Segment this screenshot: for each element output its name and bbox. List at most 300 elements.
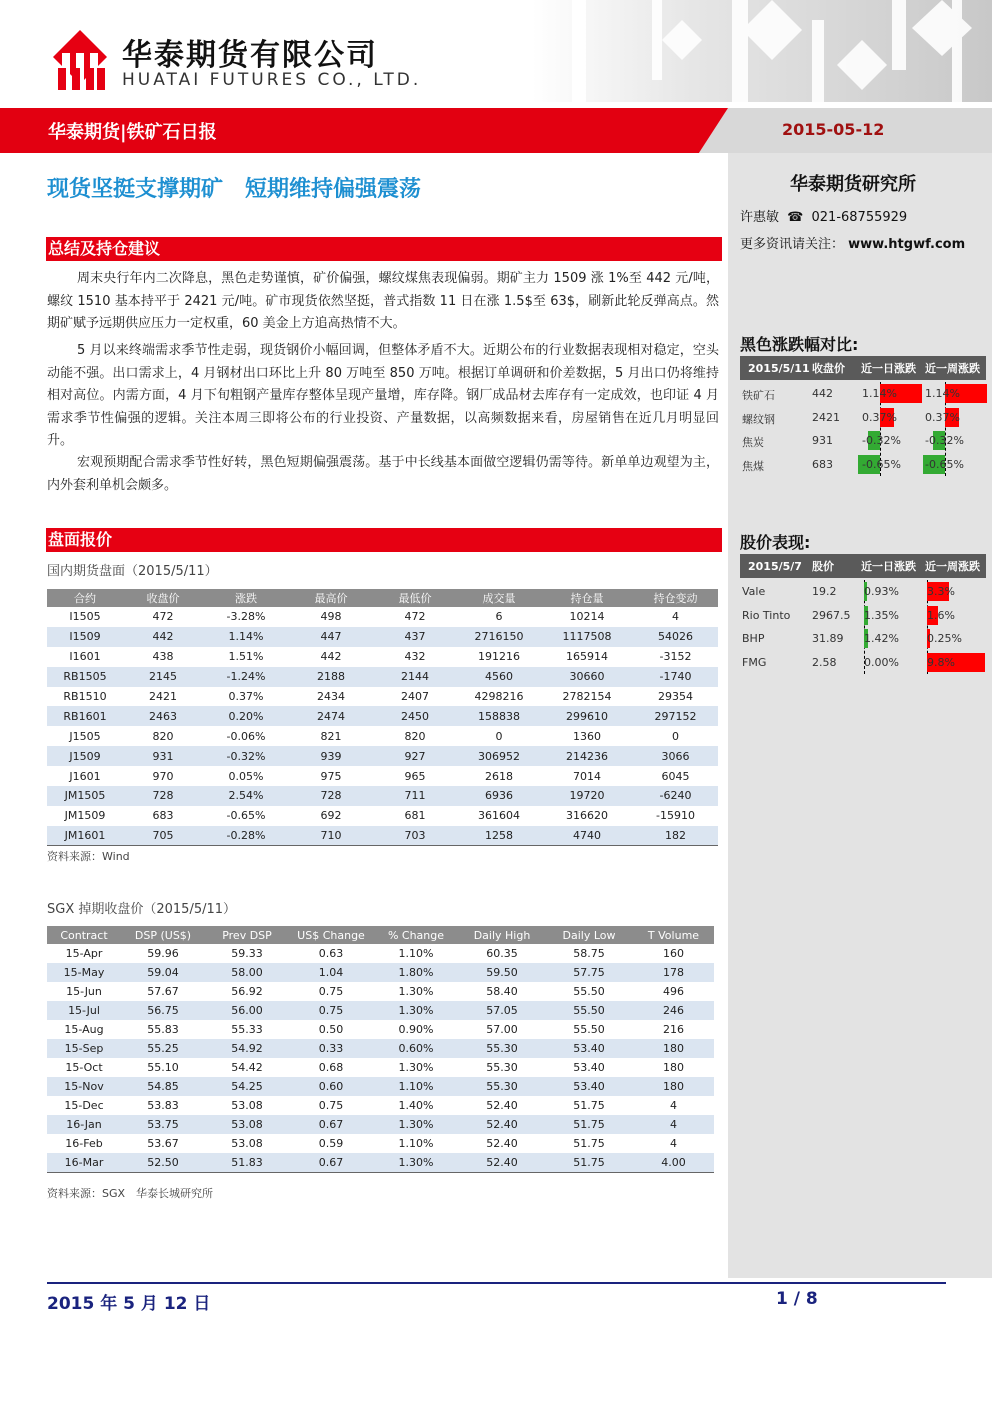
- domestic-cell: 2716150: [457, 627, 541, 647]
- domestic-row: [47, 826, 718, 846]
- domestic-cell: 361604: [478, 809, 520, 823]
- black-row-close: 931: [812, 434, 833, 447]
- sgx-header-cell: Daily Low: [545, 926, 633, 944]
- domestic-cell: 306952: [457, 746, 541, 766]
- stock-row-w1: 0.25%: [927, 632, 962, 645]
- sgx-header-cell: DSP (US$): [121, 926, 205, 944]
- stock-row-name: BHP: [742, 632, 765, 645]
- black-header-date: 2015/5/11: [748, 361, 810, 375]
- stock-row: [740, 604, 986, 628]
- summary-paragraph-2: 5 月以来终端需求季节性走弱，现货钢价小幅回调，但整体矛盾不大。近期公布的行业数据表现相对稳定，空头动能不强。出口需求上，4 月钢材出口环比上升 80 万吨至 850 万吨。根据订单调研和价差数据，5 月出口仍将维持相对高位。内需方面，4 月下旬粗钢产量库存整体呈现产量增，库存降。钢厂成品材去库存有一定成效，也印证 4 月需求季节性偏强的逻辑。关注本周三即将公布的行业投资、产量数据，以高频数据来看，房屋销售在近几月明显回升。: [47, 343, 719, 448]
- website-link[interactable]: www.htgwf.com: [848, 237, 966, 252]
- domestic-cell: 316620: [566, 809, 608, 823]
- sgx-cell: 53.40: [545, 1039, 633, 1058]
- sgx-cell: 0.60: [289, 1077, 373, 1096]
- domestic-row: [47, 647, 718, 667]
- sgx-cell: 53.40: [573, 1061, 605, 1074]
- black-row: [740, 429, 986, 453]
- sgx-cell: 15-Apr: [65, 947, 103, 960]
- sgx-cell: 54.42: [231, 1061, 263, 1074]
- domestic-cell: 6936: [457, 786, 541, 806]
- sgx-cell: 51.83: [205, 1153, 289, 1172]
- stock-header-price: 股价: [812, 560, 834, 573]
- domestic-cell: -0.65%: [226, 809, 266, 823]
- black-header-w1: 近一周涨跌: [925, 362, 980, 375]
- sgx-cell: 52.50: [121, 1153, 205, 1172]
- domestic-row: [47, 746, 718, 766]
- sgx-cell: 51.75: [573, 1137, 605, 1150]
- domestic-cell: 2474: [289, 706, 373, 726]
- sgx-cell: 51.75: [573, 1099, 605, 1112]
- domestic-cell: 820: [152, 729, 174, 743]
- domestic-cell: JM1509: [64, 809, 106, 823]
- domestic-cell: 437: [373, 627, 457, 647]
- domestic-cell: 705: [123, 826, 203, 846]
- sgx-cell: 55.83: [147, 1023, 179, 1036]
- black-row-name: 焦炭: [742, 436, 764, 449]
- stock-row-name: FMG: [742, 655, 767, 669]
- sgx-cell: 0.75: [318, 985, 344, 998]
- black-row-d1: 0.37%: [862, 410, 897, 424]
- header-pattern: [532, 0, 992, 102]
- sgx-cell: 4: [633, 1115, 714, 1134]
- domestic-cell: -1740: [633, 667, 718, 687]
- sgx-cell: 1.30%: [398, 1061, 434, 1074]
- domestic-cell: 442: [320, 650, 342, 664]
- sgx-cell: 57.67: [147, 985, 179, 998]
- domestic-cell: 4: [672, 610, 679, 624]
- sgx-cell: 1.30%: [373, 1001, 459, 1020]
- sgx-cell: 0.75: [318, 1099, 344, 1112]
- domestic-cell: -6240: [633, 786, 718, 806]
- footer-date: 2015 年 5 月 12 日: [47, 1294, 211, 1314]
- domestic-header-cell: 涨跌: [203, 589, 289, 607]
- sgx-cell: 59.33: [231, 947, 263, 960]
- stock-row-name: Rio Tinto: [742, 608, 791, 622]
- sgx-cell: 178: [633, 963, 714, 982]
- sgx-cell: 54.25: [205, 1077, 289, 1096]
- domestic-cell: 297152: [633, 706, 718, 726]
- sgx-cell: 16-Mar: [47, 1153, 121, 1172]
- sgx-cell: 57.05: [459, 1001, 545, 1020]
- black-header-d1: 近一日涨跌: [861, 362, 916, 375]
- summary-paragraph-1: 周末央行年内二次降息，黑色走势谨慎，矿价偏强，螺纹煤焦表现偏弱。期矿主力 1509 涨 1%至 442 元/吨，螺纹 1510 基本持平于 2421 元/吨。矿市现货依然坚挺，普式指数 11 日在涨 1.5$至 63$，刷新此轮反弹高点。然期矿赋予远期供应压力一定权重，60 美金上方追高热情不大。: [47, 271, 719, 331]
- black-row-w1: 1.14%: [925, 387, 960, 400]
- domestic-cell: 2.54%: [203, 786, 289, 806]
- sgx-cell: 1.10%: [373, 1077, 459, 1096]
- domestic-cell: JM1601: [47, 826, 123, 846]
- sgx-cell: 60.35: [486, 947, 518, 960]
- sgx-header-cell: % Change: [373, 926, 459, 944]
- stock-row: [740, 580, 986, 604]
- sgx-cell: 15-Aug: [64, 1023, 104, 1036]
- domestic-cell: 692: [320, 809, 342, 823]
- sgx-cell: 1.30%: [398, 985, 434, 998]
- sgx-cell: 59.96: [147, 947, 179, 960]
- domestic-cell: 2463: [123, 706, 203, 726]
- stock-row-w1: 9.8%: [927, 655, 955, 669]
- sgx-cell: 57.00: [486, 1023, 518, 1036]
- more-info-line: [740, 233, 965, 252]
- domestic-cell: 0: [672, 729, 679, 743]
- domestic-cell: 4560: [457, 667, 541, 687]
- domestic-cell: 2144: [373, 667, 457, 687]
- domestic-cell: 1.14%: [203, 627, 289, 647]
- summary-paragraph-3: 宏观预期配合需求季节性好转，黑色短期偏强震荡。基于中长线基本面做空逻辑仍需等待。新单单边观望为主，内外套利单机会颇多。: [47, 455, 719, 493]
- sgx-row: [47, 1001, 714, 1020]
- summary-heading: 总结及持仓建议: [46, 237, 722, 261]
- sgx-cell: 59.04: [121, 963, 205, 982]
- sgx-swap-table: [47, 926, 714, 1173]
- domestic-header-cell: 持仓变动: [633, 589, 718, 607]
- domestic-cell: 1360: [573, 729, 601, 743]
- stock-header-date: 2015/5/7: [748, 559, 802, 573]
- black-row-close: 442: [812, 387, 833, 400]
- sgx-cell: 51.75: [545, 1115, 633, 1134]
- black-compare-table: [740, 356, 986, 476]
- sgx-cell: 56.75: [121, 1001, 205, 1020]
- domestic-row: [47, 786, 718, 806]
- black-compare-title: 黑色涨跌幅对比:: [740, 335, 859, 354]
- sgx-cell: 52.40: [459, 1153, 545, 1172]
- domestic-cell: 820: [404, 729, 426, 743]
- sgx-cell: 0.59: [318, 1137, 344, 1150]
- domestic-cell: RB1601: [47, 706, 123, 726]
- sgx-cell: 58.75: [573, 947, 605, 960]
- sgx-cell: 53.40: [545, 1077, 633, 1096]
- sgx-cell: 0.90%: [398, 1023, 434, 1036]
- domestic-header-cell: 合约: [47, 589, 123, 607]
- stock-row-price: 31.89: [812, 632, 844, 645]
- sgx-cell: 0.67: [289, 1115, 373, 1134]
- domestic-cell: J1601: [69, 769, 101, 783]
- sgx-caption: SGX 掉期收盘价（2015/5/11）: [47, 902, 237, 917]
- domestic-cell: 683: [152, 809, 174, 823]
- domestic-cell: 1258: [457, 826, 541, 846]
- sgx-cell: 51.75: [545, 1153, 633, 1172]
- domestic-cell: 2145: [123, 667, 203, 687]
- sgx-header-row: [47, 926, 714, 944]
- company-name-cn: 华泰期货有限公司: [122, 38, 378, 73]
- domestic-cell: 30660: [541, 667, 633, 687]
- sgx-cell: 15-Nov: [47, 1077, 121, 1096]
- domestic-cell: -3.28%: [226, 610, 266, 624]
- stock-row-d1: 1.35%: [864, 608, 899, 622]
- black-row: [740, 382, 986, 406]
- domestic-row: [47, 726, 718, 746]
- sgx-cell: 1.30%: [373, 1153, 459, 1172]
- domestic-cell: RB1505: [47, 667, 123, 687]
- domestic-cell: 498: [320, 610, 342, 624]
- sgx-cell: 55.25: [121, 1039, 205, 1058]
- stock-table: [740, 554, 986, 674]
- domestic-cell: 442: [123, 627, 203, 647]
- sgx-cell: 1.04: [289, 963, 373, 982]
- header-decoration: [532, 0, 992, 102]
- black-row-d1: -0.65%: [862, 457, 901, 471]
- domestic-cell: 931: [123, 746, 203, 766]
- sgx-cell: 57.75: [545, 963, 633, 982]
- domestic-cell: 7014: [573, 769, 601, 783]
- sgx-header-cell: Prev DSP: [205, 926, 289, 944]
- sgx-cell: 52.40: [486, 1099, 518, 1112]
- sgx-row: [47, 1134, 714, 1153]
- domestic-cell: 2407: [401, 690, 429, 703]
- sgx-row: [47, 1153, 714, 1172]
- domestic-cell: I1505: [69, 610, 101, 624]
- domestic-cell: 2188: [289, 667, 373, 687]
- sgx-cell: 0.50: [318, 1023, 344, 1036]
- sgx-header-cell: Contract: [47, 926, 121, 944]
- sgx-header-cell: T Volume: [633, 926, 714, 944]
- company-name-en: HUATAI FUTURES CO., LTD.: [122, 70, 422, 90]
- domestic-cell: 10214: [569, 610, 605, 624]
- analyst-phone: 021-68755929: [811, 210, 908, 225]
- institute-name: 华泰期货研究所: [790, 174, 916, 195]
- sgx-cell: 58.00: [205, 963, 289, 982]
- phone-icon: ☎: [787, 210, 804, 225]
- report-title: 现货坚挺支撑期矿 短期维持偏强震荡: [47, 177, 422, 202]
- domestic-cell: 19720: [541, 786, 633, 806]
- domestic-caption: 国内期货盘面（2015/5/11）: [47, 564, 218, 579]
- black-row-w1: -0.32%: [925, 434, 964, 447]
- domestic-cell: 711: [373, 786, 457, 806]
- sidebar-panel: [728, 153, 992, 1278]
- stock-title: 股价表现:: [740, 533, 811, 552]
- sgx-cell: 58.40: [486, 985, 518, 998]
- domestic-cell: 821: [320, 729, 342, 743]
- sgx-cell: 55.30: [459, 1039, 545, 1058]
- stock-row-d1: 1.42%: [864, 632, 899, 645]
- domestic-cell: 6: [495, 610, 503, 624]
- domestic-cell: 299610: [541, 706, 633, 726]
- domestic-cell: -3152: [659, 650, 692, 664]
- sgx-cell: 15-Sep: [47, 1039, 121, 1058]
- stock-row-d1: 0.00%: [864, 655, 899, 669]
- stock-row-w1: 1.6%: [927, 608, 955, 622]
- domestic-cell: RB1510: [63, 690, 107, 703]
- sgx-cell: 246: [633, 1001, 714, 1020]
- stock-header-w1: 近一周涨跌: [925, 560, 980, 573]
- sgx-cell: 0.67: [289, 1153, 373, 1172]
- sgx-cell: 15-Jun: [66, 985, 102, 998]
- domestic-cell: 728: [123, 786, 203, 806]
- domestic-cell: 703: [373, 826, 457, 846]
- sgx-cell: 53.08: [231, 1137, 263, 1150]
- domestic-cell: 4740: [541, 826, 633, 846]
- domestic-header-cell: 最低价: [373, 589, 457, 607]
- page-number: 1 / 8: [776, 1289, 818, 1309]
- sgx-cell: 15-Jul: [47, 1001, 121, 1020]
- domestic-cell: 472: [152, 610, 174, 624]
- sgx-cell: 55.50: [573, 985, 605, 998]
- domestic-row: [47, 627, 718, 647]
- domestic-cell: -1.24%: [203, 667, 289, 687]
- domestic-cell: -0.06%: [226, 729, 266, 743]
- sgx-cell: 160: [663, 947, 684, 960]
- domestic-cell: 447: [289, 627, 373, 647]
- black-row-name: 铁矿石: [742, 389, 775, 402]
- domestic-cell: I1509: [47, 627, 123, 647]
- domestic-body: [47, 607, 718, 846]
- sgx-cell: 4: [670, 1137, 677, 1150]
- domestic-source: 资料来源：Wind: [47, 850, 130, 863]
- domestic-cell: 182: [633, 826, 718, 846]
- sgx-cell: 55.50: [545, 1001, 633, 1020]
- domestic-cell: 710: [289, 826, 373, 846]
- sgx-cell: 52.40: [486, 1137, 518, 1150]
- domestic-cell: 965: [404, 769, 426, 783]
- domestic-cell: 4298216: [474, 690, 524, 703]
- sgx-cell: 53.08: [231, 1099, 263, 1112]
- sgx-body: [47, 944, 714, 1172]
- sgx-cell: 59.50: [459, 963, 545, 982]
- domestic-cell: 2782154: [562, 690, 612, 703]
- sgx-cell: 55.50: [573, 1023, 605, 1036]
- domestic-row: [47, 766, 718, 786]
- domestic-cell: -0.32%: [203, 746, 289, 766]
- footer-rule: [47, 1282, 946, 1284]
- domestic-cell: 432: [404, 650, 426, 664]
- sgx-row: [47, 963, 714, 982]
- domestic-cell: 29354: [658, 690, 693, 703]
- domestic-cell: J1505: [69, 729, 101, 743]
- sgx-cell: 16-Feb: [65, 1137, 103, 1150]
- sgx-cell: 0.68: [318, 1061, 344, 1074]
- domestic-header-cell: 收盘价: [123, 589, 203, 607]
- black-row-close: 683: [812, 457, 833, 471]
- domestic-cell: 1.51%: [228, 650, 264, 664]
- black-row-name: 焦煤: [742, 459, 764, 473]
- sgx-header-cell: US$ Change: [289, 926, 373, 944]
- black-header-close: 收盘价: [812, 362, 845, 375]
- domestic-futures-table: [47, 589, 718, 846]
- stock-row-w1: 3.3%: [927, 585, 955, 598]
- sgx-cell: 55.33: [231, 1023, 263, 1036]
- stock-row: [740, 651, 986, 675]
- sgx-cell: 56.00: [205, 1001, 289, 1020]
- sgx-cell: 15-May: [47, 963, 121, 982]
- sgx-cell: 1.40%: [398, 1099, 434, 1112]
- stock-row-price: 2.58: [812, 655, 837, 669]
- analyst-name: 许惠敏: [740, 210, 780, 225]
- domestic-cell: 939: [289, 746, 373, 766]
- domestic-cell: -0.28%: [203, 826, 289, 846]
- sgx-header-cell: Daily High: [459, 926, 545, 944]
- sgx-row: [47, 1115, 714, 1134]
- domestic-header-row: [47, 589, 718, 607]
- domestic-header-cell: 成交量: [457, 589, 541, 607]
- domestic-cell: 158838: [457, 706, 541, 726]
- domestic-row: [47, 607, 718, 627]
- stock-header: [740, 554, 986, 578]
- stock-header-d1: 近一日涨跌: [861, 560, 916, 573]
- domestic-header-cell: 最高价: [289, 589, 373, 607]
- black-row-w1: 0.37%: [925, 410, 960, 424]
- sgx-row: [47, 1020, 714, 1039]
- domestic-header-cell: 持仓量: [541, 589, 633, 607]
- black-row-d1: -0.32%: [862, 434, 901, 447]
- sgx-cell: 53.75: [121, 1115, 205, 1134]
- domestic-cell: 0.20%: [203, 706, 289, 726]
- company-logo: [53, 30, 107, 90]
- domestic-cell: 970: [152, 769, 174, 783]
- domestic-cell: I1601: [69, 650, 101, 664]
- sgx-cell: 1.80%: [373, 963, 459, 982]
- sgx-cell: 180: [633, 1039, 714, 1058]
- domestic-cell: 1117508: [541, 627, 633, 647]
- sgx-cell: 54.85: [121, 1077, 205, 1096]
- sgx-cell: 55.10: [147, 1061, 179, 1074]
- sgx-row: [47, 944, 714, 963]
- sgx-row: [47, 1039, 714, 1058]
- domestic-cell: J1509: [47, 746, 123, 766]
- black-row-d1: 1.14%: [862, 387, 897, 400]
- domestic-cell: 975: [320, 769, 342, 783]
- sgx-cell: 55.30: [486, 1061, 518, 1074]
- report-date: 2015-05-12: [782, 120, 885, 139]
- sgx-cell: 53.08: [205, 1115, 289, 1134]
- domestic-cell: 0: [495, 729, 503, 743]
- report-band: [0, 108, 992, 153]
- sgx-cell: 0.33: [289, 1039, 373, 1058]
- sgx-row: [47, 1058, 714, 1077]
- domestic-row: [47, 706, 718, 726]
- black-row-close: 2421: [812, 410, 840, 424]
- sgx-cell: 53.67: [147, 1137, 179, 1150]
- stock-row-price: 19.2: [812, 585, 837, 598]
- domestic-cell: 0.05%: [228, 769, 264, 783]
- stock-row-d1: 0.93%: [864, 585, 899, 598]
- analyst-line: [740, 206, 907, 225]
- domestic-cell: JM1505: [47, 786, 123, 806]
- sgx-cell: 496: [663, 985, 684, 998]
- sgx-row: [47, 982, 714, 1001]
- sgx-cell: 0.75: [289, 1001, 373, 1020]
- domestic-row: [47, 687, 718, 707]
- domestic-row: [47, 806, 718, 826]
- sgx-cell: 54.92: [205, 1039, 289, 1058]
- sgx-row: [47, 1096, 714, 1115]
- domestic-cell: 927: [373, 746, 457, 766]
- domestic-cell: 3066: [633, 746, 718, 766]
- sgx-cell: 180: [633, 1077, 714, 1096]
- stock-row: [740, 627, 986, 651]
- sgx-cell: 15-Dec: [64, 1099, 104, 1112]
- report-name: 华泰期货|铁矿石日报: [48, 122, 217, 143]
- sgx-cell: 216: [663, 1023, 684, 1036]
- sgx-cell: 0.63: [318, 947, 344, 960]
- quotes-heading: 盘面报价: [46, 528, 722, 552]
- domestic-cell: 472: [404, 610, 426, 624]
- domestic-cell: 214236: [541, 746, 633, 766]
- sgx-source: 资料来源：SGX 华泰长城研究所: [47, 1187, 214, 1200]
- stock-row-price: 2967.5: [812, 608, 851, 622]
- more-info-label: 更多资讯请关注：: [740, 237, 845, 252]
- black-row-name: 螺纹钢: [742, 412, 775, 426]
- black-row: [740, 453, 986, 477]
- black-row-w1: -0.65%: [925, 457, 964, 471]
- sgx-cell: 15-Oct: [65, 1061, 103, 1074]
- domestic-cell: 2450: [373, 706, 457, 726]
- black-row: [740, 406, 986, 430]
- sgx-row: [47, 1077, 714, 1096]
- sgx-cell: 4.00: [633, 1153, 714, 1172]
- domestic-cell: 0.37%: [228, 690, 264, 703]
- domestic-cell: 2618: [485, 769, 513, 783]
- domestic-cell: 2421: [149, 690, 177, 703]
- domestic-cell: 165914: [566, 650, 608, 664]
